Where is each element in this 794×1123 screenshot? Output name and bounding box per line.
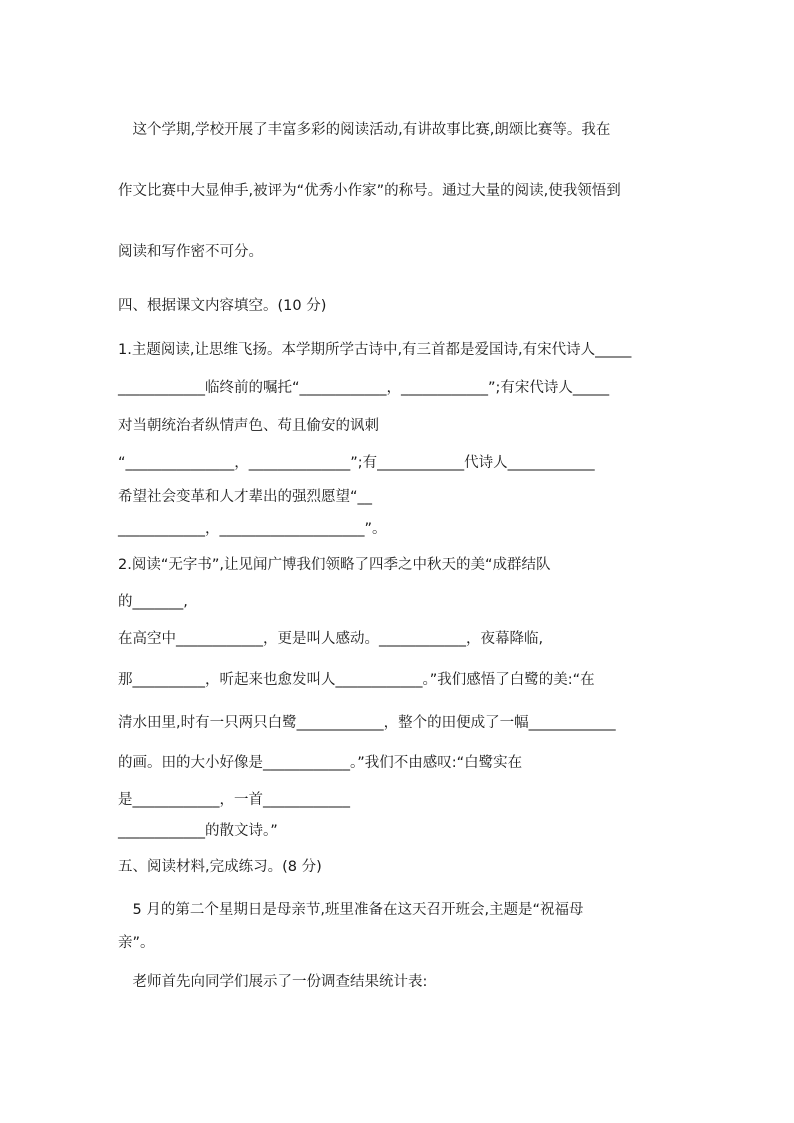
text-line: 亲”。 (118, 935, 155, 951)
text-line: 是____________，一首____________ (118, 792, 350, 808)
text-line: 在高空中____________，更是叫人感动。____________，夜幕降临, (118, 631, 544, 647)
text-line: 的画。田的大小好像是____________。”我们不由感叹:“白鹭实在 (118, 755, 523, 771)
text-line: ____________临终前的嘱托“____________，____________”;有宋代诗人_____ (118, 380, 610, 396)
text-line: 清水田里,时有一只两只白鹭____________，整个的田便成了一幅____________ (118, 715, 616, 731)
text-line: 5 月的第二个星期日是母亲节,班里准备在这天召开班会,主题是“祝福母 (118, 902, 584, 918)
text-line: “_______________，______________”;有____________代诗人____________ (118, 455, 595, 471)
text-line: 作文比赛中大显伸手,被评为“优秀小作家”的称号。通过大量的阅读,使我领悟到 (118, 183, 621, 199)
text-line: 对当朝统治者纵情声色、苟且偷安的讽刺 (118, 418, 379, 434)
text-line: 老师首先向同学们展示了一份调查结果统计表: (118, 974, 428, 990)
text-line: 希望社会变革和人才辈出的强烈愿望“__ (118, 489, 373, 505)
text-line: 2.阅读“无字书”,让见闻广博我们领略了四季之中秋天的美“成群结队 (118, 557, 551, 573)
section-heading: 五、阅读材料,完成练习。(8 分) (118, 859, 322, 875)
text-line: 的_______, (118, 594, 188, 610)
text-line: 那__________，听起来也愈发叫人____________。”我们感悟了白鹭的美:“在 (118, 672, 595, 688)
text-line: ____________的散文诗。” (118, 823, 278, 839)
section-heading: 四、根据课文内容填空。(10 分) (118, 298, 327, 314)
text-line: 这个学期,学校开展了丰富多彩的阅读活动,有讲故事比赛,朗颂比赛等。我在 (118, 122, 611, 138)
text-line: 1.主题阅读,让思维飞扬。本学期所学古诗中,有三首都是爱国诗,有宋代诗人_____ (118, 342, 632, 358)
text-line: 阅读和写作密不可分。 (118, 244, 263, 260)
text-line: ____________，____________________”。 (118, 521, 387, 537)
